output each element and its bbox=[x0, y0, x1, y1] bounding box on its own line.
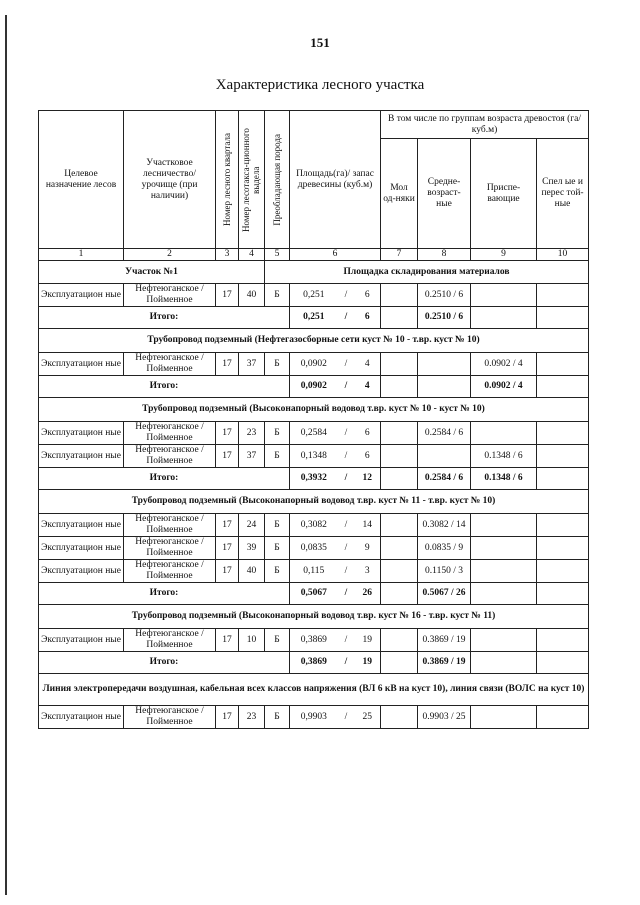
species-cell: Б bbox=[265, 514, 290, 537]
mature-cell bbox=[537, 629, 589, 652]
middle-age-cell: 0.1150 / 3 bbox=[418, 560, 471, 583]
vydel-cell: 10 bbox=[239, 629, 265, 652]
vydel-cell: 23 bbox=[239, 422, 265, 445]
section-title: Трубопровод подземный (Высоконапорный водовод т.вр. куст № 11 - т.вр. куст № 10) bbox=[39, 490, 589, 514]
total-row bbox=[39, 376, 589, 398]
pre-mature-cell bbox=[471, 629, 537, 652]
total-pre-mature: 0.0902 / 4 bbox=[471, 376, 537, 398]
purpose-cell: Эксплуатацион ные bbox=[39, 422, 124, 445]
middle-age-cell bbox=[418, 353, 471, 376]
species-cell: Б bbox=[265, 629, 290, 652]
total-volume: 6 bbox=[355, 307, 381, 329]
col-num-6: 6 bbox=[290, 249, 381, 261]
vydel-cell: 40 bbox=[239, 560, 265, 583]
total-area: 0,3869 bbox=[290, 652, 338, 674]
total-row bbox=[39, 583, 589, 605]
species-cell: Б bbox=[265, 706, 290, 729]
total-pre-mature: 0.1348 / 6 bbox=[471, 468, 537, 490]
slash-cell: / bbox=[338, 353, 355, 376]
volume-cell: 25 bbox=[355, 706, 381, 729]
species-cell: Б bbox=[265, 422, 290, 445]
table-row bbox=[39, 514, 589, 537]
page-number: 151 bbox=[310, 35, 330, 50]
quarter-cell: 17 bbox=[216, 422, 239, 445]
forestry-cell: Нефтеюганское / Пойменное bbox=[124, 353, 216, 376]
area-cell: 0,0835 bbox=[290, 537, 338, 560]
forest-plot-table bbox=[38, 110, 589, 729]
area-cell: 0,3869 bbox=[290, 629, 338, 652]
total-label: Итого: bbox=[39, 376, 290, 398]
area-cell: 0,0902 bbox=[290, 353, 338, 376]
mature-cell bbox=[537, 706, 589, 729]
total-young bbox=[381, 376, 418, 398]
col-num-7: 7 bbox=[381, 249, 418, 261]
header-middle: Средне-возраст-ные bbox=[418, 139, 471, 249]
middle-age-cell: 0.9903 / 25 bbox=[418, 706, 471, 729]
vydel-cell: 37 bbox=[239, 353, 265, 376]
middle-age-cell bbox=[418, 445, 471, 468]
total-pre-mature bbox=[471, 652, 537, 674]
young-cell bbox=[381, 445, 418, 468]
total-slash: / bbox=[338, 307, 355, 329]
column-number-row bbox=[39, 249, 589, 261]
header-purpose: Целевое назначение лесов bbox=[39, 111, 124, 249]
total-middle-age: 0.5067 / 26 bbox=[418, 583, 471, 605]
header-quarter-text: Номер лесного квартала bbox=[222, 133, 232, 226]
table-row bbox=[39, 445, 589, 468]
total-middle-age: 0.3869 / 19 bbox=[418, 652, 471, 674]
young-cell bbox=[381, 706, 418, 729]
forestry-cell: Нефтеюганское / Пойменное bbox=[124, 706, 216, 729]
total-row bbox=[39, 652, 589, 674]
young-cell bbox=[381, 422, 418, 445]
purpose-cell: Эксплуатацион ные bbox=[39, 537, 124, 560]
section-title: Линия электропередачи воздушная, кабельная всех классов напряжения (ВЛ 6 кВ на куст 10), линия связи (ВОЛС на куст 10) bbox=[39, 674, 589, 706]
section-title: Трубопровод подземный (Нефтегазосборные сети куст № 10 - т.вр. куст № 10) bbox=[39, 329, 589, 353]
area-cell: 0,3082 bbox=[290, 514, 338, 537]
volume-cell: 6 bbox=[355, 284, 381, 307]
quarter-cell: 17 bbox=[216, 629, 239, 652]
species-cell: Б bbox=[265, 560, 290, 583]
table-body bbox=[39, 111, 589, 729]
purpose-cell: Эксплуатацион ные bbox=[39, 706, 124, 729]
mature-cell bbox=[537, 353, 589, 376]
area-cell: 0,2584 bbox=[290, 422, 338, 445]
section-title-row bbox=[39, 490, 589, 514]
middle-age-cell: 0.0835 / 9 bbox=[418, 537, 471, 560]
total-young bbox=[381, 583, 418, 605]
table-row bbox=[39, 706, 589, 729]
middle-age-cell: 0.3082 / 14 bbox=[418, 514, 471, 537]
area-cell: 0,115 bbox=[290, 560, 338, 583]
table-row bbox=[39, 560, 589, 583]
total-middle-age: 0.2510 / 6 bbox=[418, 307, 471, 329]
total-volume: 12 bbox=[355, 468, 381, 490]
header-vydel-text: Номер лесотакса-ционного выдела bbox=[241, 127, 261, 232]
slash-cell: / bbox=[338, 514, 355, 537]
pre-mature-cell: 0.0902 / 4 bbox=[471, 353, 537, 376]
header-mature: Спел ые и перес той-ные bbox=[537, 139, 589, 249]
quarter-cell: 17 bbox=[216, 284, 239, 307]
vydel-cell: 40 bbox=[239, 284, 265, 307]
pre-mature-cell bbox=[471, 537, 537, 560]
volume-cell: 14 bbox=[355, 514, 381, 537]
volume-cell: 19 bbox=[355, 629, 381, 652]
section-right-title: Площадка складирования материалов bbox=[265, 261, 589, 284]
mature-cell bbox=[537, 445, 589, 468]
species-cell: Б bbox=[265, 537, 290, 560]
page-title: Характеристика лесного участка bbox=[215, 77, 425, 93]
purpose-cell: Эксплуатацион ные bbox=[39, 629, 124, 652]
total-pre-mature bbox=[471, 307, 537, 329]
header-species-text: Преобладающая порода bbox=[272, 133, 282, 226]
slash-cell: / bbox=[338, 422, 355, 445]
col-num-3: 3 bbox=[216, 249, 239, 261]
col-num-4: 4 bbox=[239, 249, 265, 261]
col-num-10: 10 bbox=[537, 249, 589, 261]
forestry-cell: Нефтеюганское / Пойменное bbox=[124, 629, 216, 652]
vydel-cell: 37 bbox=[239, 445, 265, 468]
total-young bbox=[381, 652, 418, 674]
species-cell: Б bbox=[265, 284, 290, 307]
total-area: 0,0902 bbox=[290, 376, 338, 398]
header-forestry: Участковое лесничество/ урочище (при наличии) bbox=[124, 111, 216, 249]
volume-cell: 9 bbox=[355, 537, 381, 560]
header-species bbox=[265, 111, 290, 249]
total-mature bbox=[537, 652, 589, 674]
slash-cell: / bbox=[338, 445, 355, 468]
col-num-1: 1 bbox=[39, 249, 124, 261]
young-cell bbox=[381, 629, 418, 652]
total-label: Итого: bbox=[39, 468, 290, 490]
section-title: Трубопровод подземный (Высоконапорный водовод т.вр. куст № 10 - куст № 10) bbox=[39, 398, 589, 422]
total-pre-mature bbox=[471, 583, 537, 605]
total-row bbox=[39, 468, 589, 490]
total-volume: 19 bbox=[355, 652, 381, 674]
total-slash: / bbox=[338, 583, 355, 605]
quarter-cell: 17 bbox=[216, 706, 239, 729]
mature-cell bbox=[537, 514, 589, 537]
forestry-cell: Нефтеюганское / Пойменное bbox=[124, 560, 216, 583]
header-quarter bbox=[216, 111, 239, 249]
section-title-row bbox=[39, 261, 589, 284]
total-row bbox=[39, 307, 589, 329]
table-row bbox=[39, 537, 589, 560]
total-slash: / bbox=[338, 652, 355, 674]
total-volume: 26 bbox=[355, 583, 381, 605]
total-label: Итого: bbox=[39, 652, 290, 674]
pre-mature-cell bbox=[471, 422, 537, 445]
area-cell: 0,251 bbox=[290, 284, 338, 307]
quarter-cell: 17 bbox=[216, 514, 239, 537]
slash-cell: / bbox=[338, 284, 355, 307]
middle-age-cell: 0.2510 / 6 bbox=[418, 284, 471, 307]
volume-cell: 3 bbox=[355, 560, 381, 583]
forestry-cell: Нефтеюганское / Пойменное bbox=[124, 514, 216, 537]
total-label: Итого: bbox=[39, 307, 290, 329]
section-title-row bbox=[39, 398, 589, 422]
pre-mature-cell bbox=[471, 284, 537, 307]
section-title-row bbox=[39, 605, 589, 629]
table-row bbox=[39, 284, 589, 307]
young-cell bbox=[381, 353, 418, 376]
mature-cell bbox=[537, 537, 589, 560]
slash-cell: / bbox=[338, 706, 355, 729]
middle-age-cell: 0.2584 / 6 bbox=[418, 422, 471, 445]
section-title: Трубопровод подземный (Высоконапорный водовод т.вр. куст № 16 - т.вр. куст № 11) bbox=[39, 605, 589, 629]
col-num-2: 2 bbox=[124, 249, 216, 261]
vydel-cell: 23 bbox=[239, 706, 265, 729]
purpose-cell: Эксплуатацион ные bbox=[39, 560, 124, 583]
section-title-row bbox=[39, 674, 589, 706]
volume-cell: 6 bbox=[355, 445, 381, 468]
young-cell bbox=[381, 514, 418, 537]
total-slash: / bbox=[338, 376, 355, 398]
header-age-group: В том числе по группам возраста древостоя (га/куб.м) bbox=[381, 111, 589, 139]
pre-mature-cell: 0.1348 / 6 bbox=[471, 445, 537, 468]
middle-age-cell: 0.3869 / 19 bbox=[418, 629, 471, 652]
header-young: Мол од-няки bbox=[381, 139, 418, 249]
total-volume: 4 bbox=[355, 376, 381, 398]
header-row-1 bbox=[39, 111, 589, 139]
header-vydel bbox=[239, 111, 265, 249]
pre-mature-cell bbox=[471, 706, 537, 729]
col-num-5: 5 bbox=[265, 249, 290, 261]
slash-cell: / bbox=[338, 629, 355, 652]
mature-cell bbox=[537, 422, 589, 445]
table-row bbox=[39, 353, 589, 376]
total-area: 0,3932 bbox=[290, 468, 338, 490]
total-mature bbox=[537, 376, 589, 398]
pre-mature-cell bbox=[471, 560, 537, 583]
purpose-cell: Эксплуатацион ные bbox=[39, 445, 124, 468]
purpose-cell: Эксплуатацион ные bbox=[39, 514, 124, 537]
area-cell: 0,1348 bbox=[290, 445, 338, 468]
table-row bbox=[39, 629, 589, 652]
total-mature bbox=[537, 583, 589, 605]
volume-cell: 6 bbox=[355, 422, 381, 445]
total-mature bbox=[537, 468, 589, 490]
vydel-cell: 24 bbox=[239, 514, 265, 537]
quarter-cell: 17 bbox=[216, 560, 239, 583]
total-young bbox=[381, 468, 418, 490]
volume-cell: 4 bbox=[355, 353, 381, 376]
forestry-cell: Нефтеюганское / Пойменное bbox=[124, 537, 216, 560]
mature-cell bbox=[537, 560, 589, 583]
total-middle-age bbox=[418, 376, 471, 398]
total-slash: / bbox=[338, 468, 355, 490]
quarter-cell: 17 bbox=[216, 445, 239, 468]
purpose-cell: Эксплуатацион ные bbox=[39, 284, 124, 307]
young-cell bbox=[381, 284, 418, 307]
area-cell: 0,9903 bbox=[290, 706, 338, 729]
vydel-cell: 39 bbox=[239, 537, 265, 560]
slash-cell: / bbox=[338, 537, 355, 560]
young-cell bbox=[381, 560, 418, 583]
forestry-cell: Нефтеюганское / Пойменное bbox=[124, 445, 216, 468]
species-cell: Б bbox=[265, 445, 290, 468]
total-area: 0,251 bbox=[290, 307, 338, 329]
col-num-9: 9 bbox=[471, 249, 537, 261]
mature-cell bbox=[537, 284, 589, 307]
total-mature bbox=[537, 307, 589, 329]
col-num-8: 8 bbox=[418, 249, 471, 261]
quarter-cell: 17 bbox=[216, 537, 239, 560]
slash-cell: / bbox=[338, 560, 355, 583]
section-title-row bbox=[39, 329, 589, 353]
forestry-cell: Нефтеюганское / Пойменное bbox=[124, 422, 216, 445]
total-label: Итого: bbox=[39, 583, 290, 605]
forestry-cell: Нефтеюганское / Пойменное bbox=[124, 284, 216, 307]
species-cell: Б bbox=[265, 353, 290, 376]
total-area: 0,5067 bbox=[290, 583, 338, 605]
header-area: Площадь(га)/ запас древесины (куб.м) bbox=[290, 111, 381, 249]
header-pre-mature: Приспе-вающие bbox=[471, 139, 537, 249]
total-young bbox=[381, 307, 418, 329]
total-middle-age: 0.2584 / 6 bbox=[418, 468, 471, 490]
section-left-title: Участок №1 bbox=[39, 261, 265, 284]
quarter-cell: 17 bbox=[216, 353, 239, 376]
young-cell bbox=[381, 537, 418, 560]
pre-mature-cell bbox=[471, 514, 537, 537]
purpose-cell: Эксплуатацион ные bbox=[39, 353, 124, 376]
table-row bbox=[39, 422, 589, 445]
page-edge-line bbox=[5, 15, 7, 895]
